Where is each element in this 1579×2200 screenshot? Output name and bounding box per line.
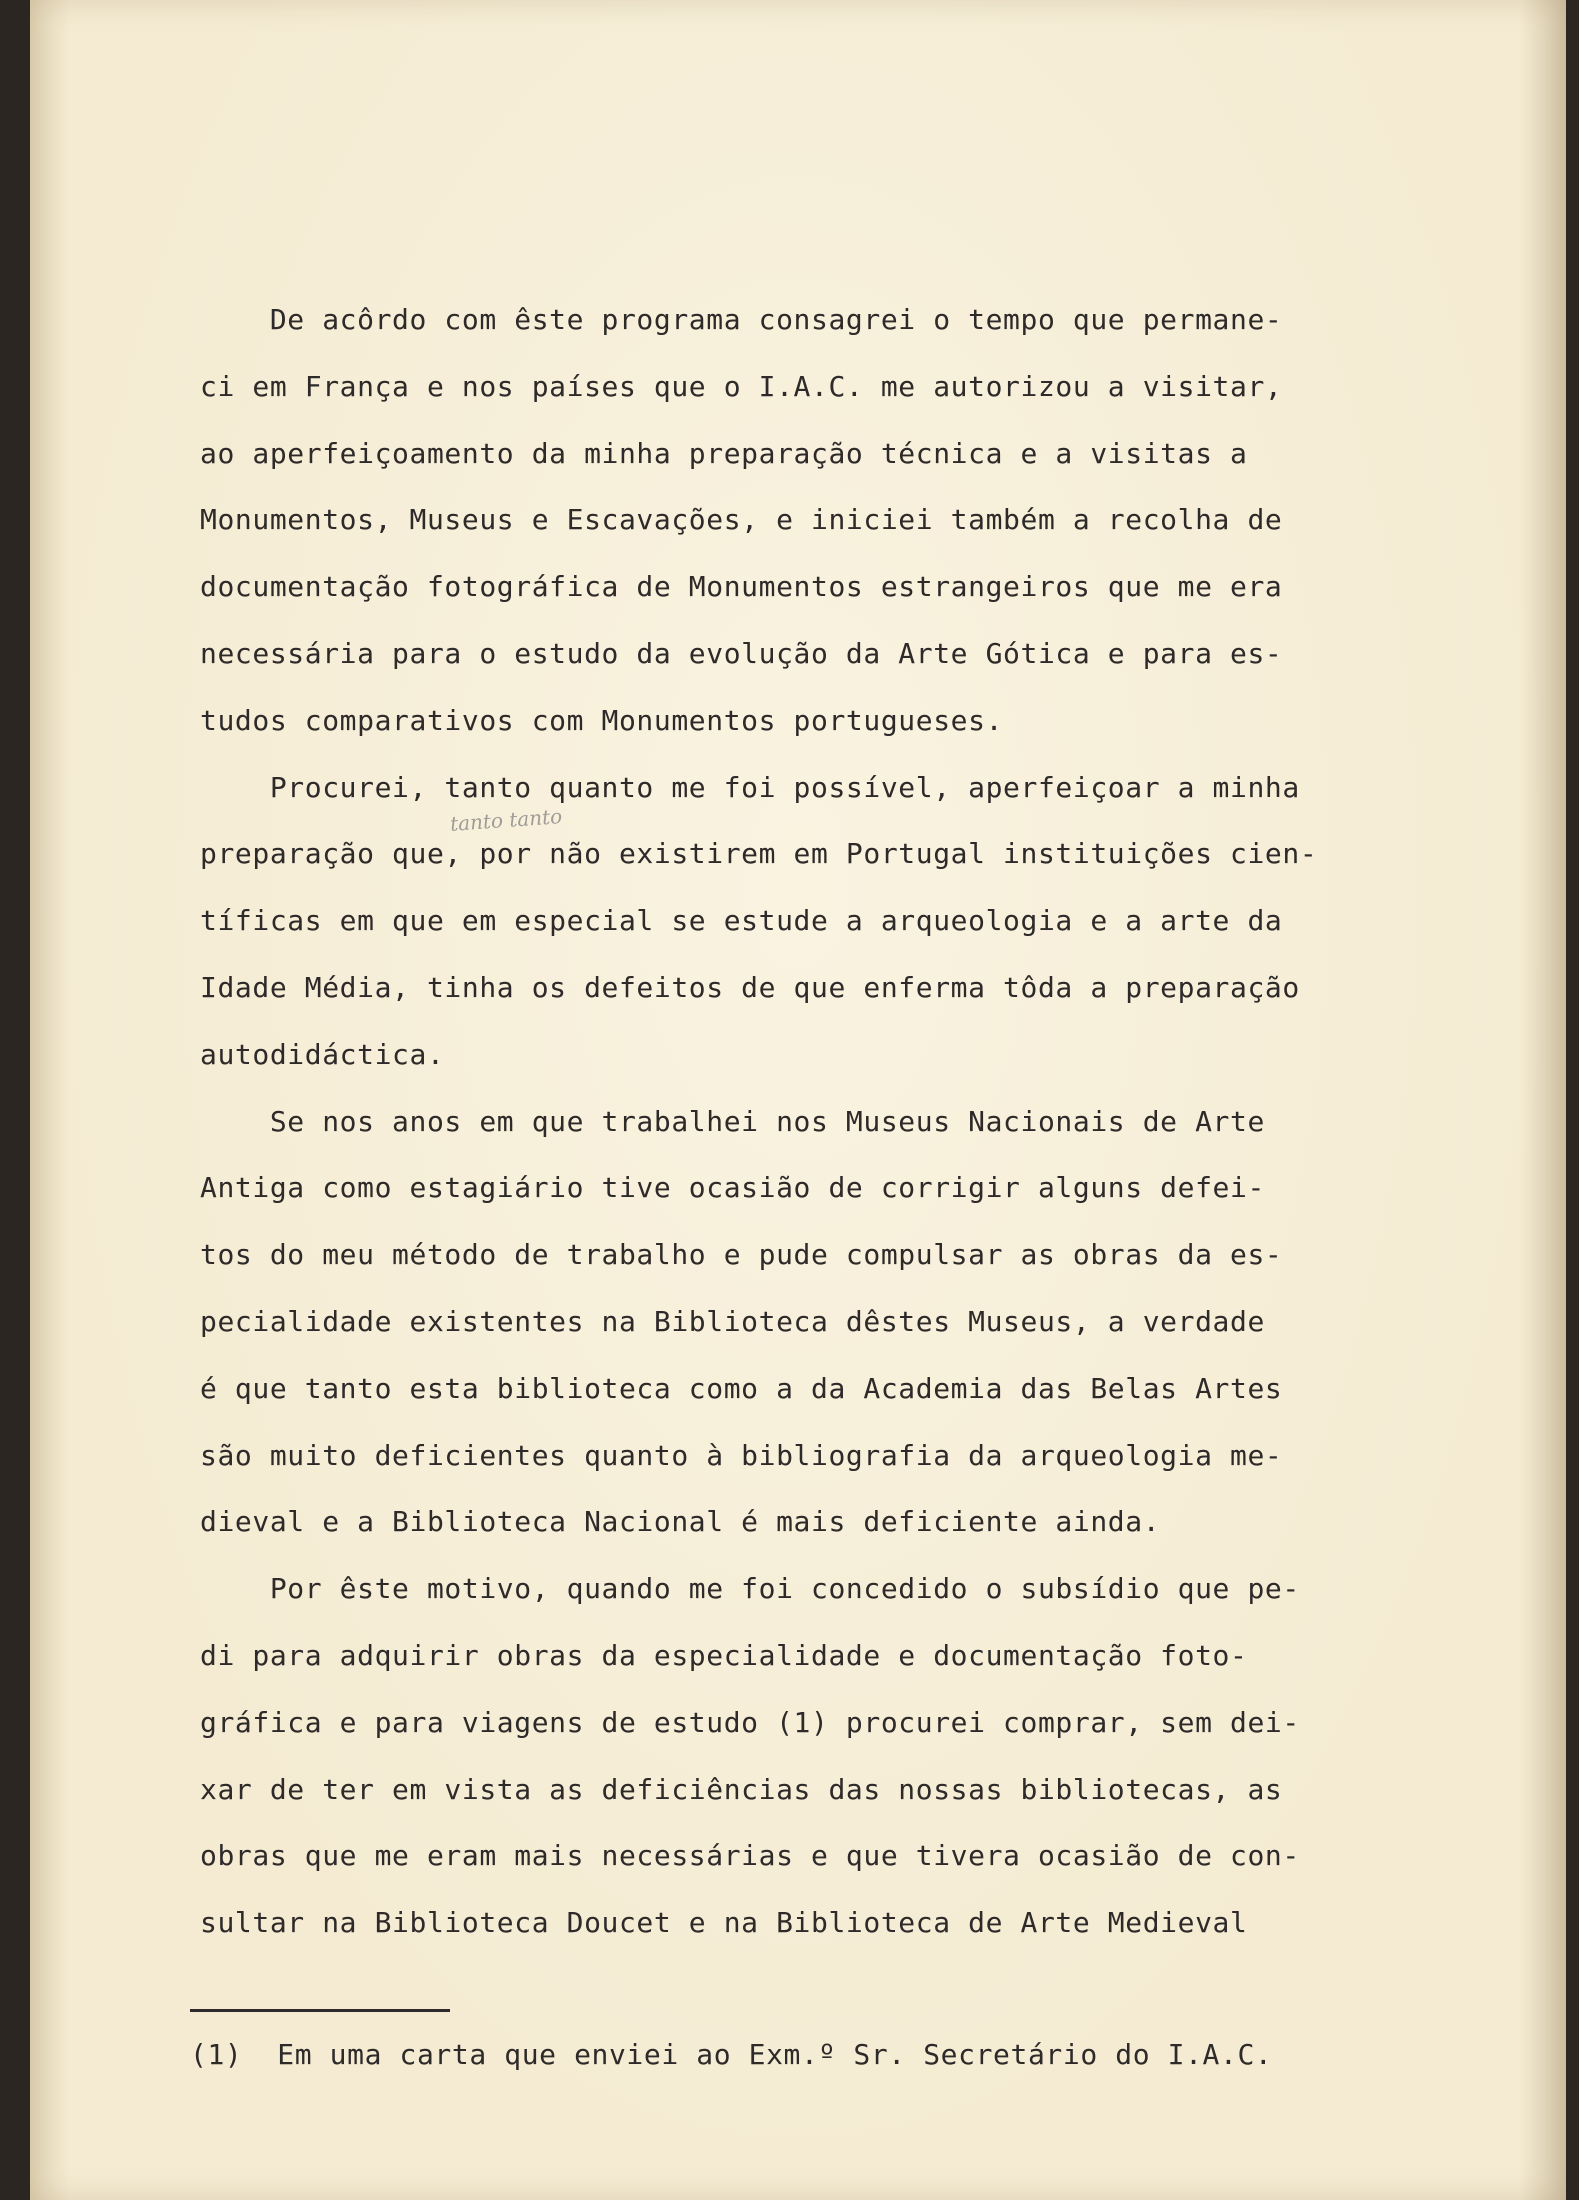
- text-line: ci em França e nos países que o I.A.C. me autorizou a visitar,: [200, 369, 1283, 403]
- bleed-through-text: [205, 228, 1425, 263]
- text-line: Procurei, tanto quanto me foi possível, aperfeiçoar a minha: [200, 770, 1300, 804]
- footnote-separator: [190, 2009, 450, 2012]
- text-line: Idade Média, tinha os defeitos de que enferma tôda a preparação: [200, 970, 1300, 1004]
- text-line: sultar na Biblioteca Doucet e na Biblioteca de Arte Medieval: [200, 1906, 1248, 1940]
- text-line: dieval e a Biblioteca Nacional é mais deficiente ainda.: [200, 1505, 1161, 1539]
- text-line: di para adquirir obras da especialidade e documentação foto-: [200, 1638, 1248, 1672]
- text-line: documentação fotográfica de Monumentos estrangeiros que me era: [200, 570, 1283, 604]
- main-text: [200, 287, 1480, 1957]
- text-line: gráfica e para viagens de estudo (1) procurei comprar, sem dei-: [200, 1705, 1300, 1739]
- text-line: Monumentos, Museus e Escavações, e iniciei também a recolha de: [200, 503, 1283, 537]
- text-line: autodidáctica.: [200, 1037, 445, 1071]
- text-line: Antiga como estagiário tive ocasião de corrigir alguns defei-: [200, 1171, 1265, 1205]
- document-page: [30, 0, 1566, 2200]
- text-line: tos do meu método de trabalho e pude compulsar as obras da es-: [200, 1238, 1283, 1272]
- text-line: xar de ter em vista as deficiências das nossas bibliotecas, as: [200, 1772, 1283, 1806]
- text-line: pecialidade existentes na Biblioteca dêstes Museus, a verdade: [200, 1304, 1265, 1338]
- text-line: obras que me eram mais necessárias e que tivera ocasião de con-: [200, 1839, 1300, 1873]
- text-line: são muito deficientes quanto à bibliografia da arqueologia me-: [200, 1438, 1283, 1472]
- text-line: tíficas em que em especial se estude a arqueologia e a arte da: [200, 904, 1283, 938]
- text-line: De acôrdo com êste programa consagrei o tempo que permane-: [200, 303, 1283, 336]
- text-line: Se nos anos em que trabalhei nos Museus Nacionais de Arte: [200, 1104, 1265, 1138]
- footnote: (1) Em uma carta que enviei ao Exm.º Sr. Secretário do I.A.C.: [190, 2038, 1273, 2071]
- text-line: necessária para o estudo da evolução da Arte Gótica e para es-: [200, 636, 1283, 670]
- handwritten-annotation: tanto tanto: [449, 804, 563, 836]
- text-line: é que tanto esta biblioteca como a da Academia das Belas Artes: [200, 1371, 1283, 1405]
- text-line: preparação que, por não existirem em Portugal instituições cien-: [200, 837, 1318, 871]
- text-line: ao aperfeiçoamento da minha preparação técnica e a visitas a: [200, 436, 1248, 470]
- text-line: tudos comparativos com Monumentos portugueses.: [200, 703, 1004, 737]
- text-line: Por êste motivo, quando me foi concedido o subsídio que pe-: [200, 1572, 1300, 1606]
